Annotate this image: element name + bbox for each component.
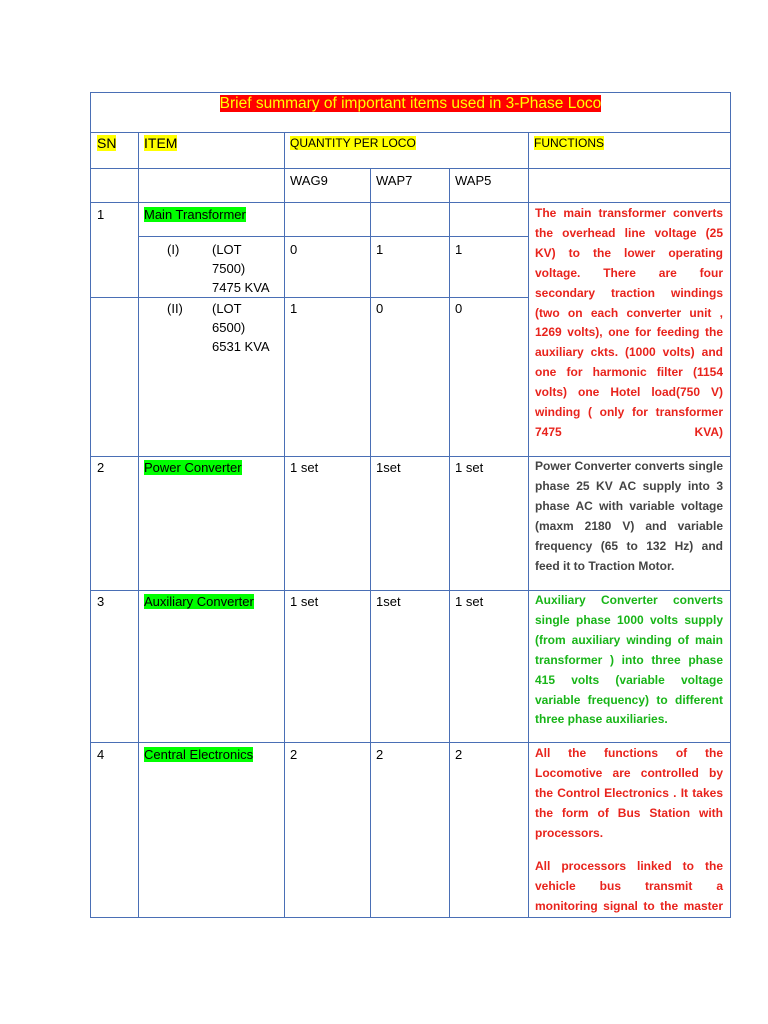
row1-sub2-label: (II) (167, 301, 183, 316)
row1-item: Main Transformer (144, 207, 246, 222)
row2-function: Power Converter converts single phase 25 KV AC supply into 3 phase AC with variable voltage (maxm 2180 V) and variable frequency (65 to 132 Hz) and feed it to Traction Motor. (535, 459, 723, 573)
col-divider (370, 168, 371, 918)
header-quantity: QUANTITY PER LOCO (290, 136, 416, 150)
col-divider (449, 168, 450, 918)
row4-item: Central Electronics (144, 747, 254, 762)
row4-wag9: 2 (290, 747, 298, 762)
header-wap5: WAP5 (455, 173, 492, 188)
header-functions: FUNCTIONS (534, 136, 604, 150)
row4-wap5: 2 (455, 747, 463, 762)
row2-item: Power Converter (144, 460, 242, 475)
col-divider (138, 132, 139, 918)
row-divider (90, 132, 731, 133)
row1-sub1-wap5: 1 (455, 242, 463, 257)
row1-sub1-label: (I) (167, 242, 180, 257)
row1-sub2-wag9: 1 (290, 301, 298, 316)
row4-function: All the functions of the Locomotive are controlled by the Control Electronics . It takes the form of Bus Station with processors. (535, 746, 723, 840)
table-border-left (90, 92, 91, 918)
row1-sn: 1 (97, 207, 105, 222)
row1-sub1-lot: (LOT 7500) 7475 KVA (212, 242, 270, 295)
row1-function: The main transformer converts the overhead line voltage (25 KV) to the lower operating voltage. There are four secondary traction windings (two on each converter unit , 1269 volts), one for feeding the auxiliary ckts. (1000 volts) and one for harmonic filter (1154 volts) one Hotel load(750 V) winding ( only for transformer 7475 KVA) (535, 206, 723, 439)
row1-sub2-lot: (LOT 6500) 6531 KVA (212, 301, 270, 354)
row2-wap7: 1set (376, 460, 401, 475)
row3-item: Auxiliary Converter (144, 594, 254, 609)
row1-sub1-wap7: 1 (376, 242, 384, 257)
row3-wap5: 1 set (455, 594, 484, 609)
row1-sub2-wap7: 0 (376, 301, 384, 316)
col-divider (284, 132, 285, 918)
table-border-right (730, 92, 731, 918)
row1-sub1-wag9: 0 (290, 242, 298, 257)
table-border-bottom (90, 917, 731, 918)
header-sn: SN (97, 135, 117, 151)
row4-function-continued: All processors linked to the vehicle bus transmit a monitoring signal to the master (535, 859, 723, 913)
header-wag9: WAG9 (290, 173, 328, 188)
table-title: Brief summary of important items used in 3-Phase Loco (219, 95, 602, 112)
header-wap7: WAP7 (376, 173, 413, 188)
row-divider (90, 742, 731, 743)
row3-sn: 3 (97, 594, 105, 609)
row-divider (138, 236, 528, 237)
row4-wap7: 2 (376, 747, 384, 762)
row3-wap7: 1set (376, 594, 401, 609)
row3-wag9: 1 set (290, 594, 319, 609)
col-divider (528, 132, 529, 918)
summary-table (90, 92, 731, 918)
table-border-top (90, 92, 731, 93)
row2-sn: 2 (97, 460, 105, 475)
row-divider (90, 297, 528, 298)
row3-function: Auxiliary Converter converts single phase 1000 volts supply (from auxiliary winding of main transformer ) into three phase 415 volts (variable voltage variable frequency) to different three phase auxiliaries. (535, 593, 723, 727)
row-divider (90, 168, 731, 169)
row2-wag9: 1 set (290, 460, 319, 475)
row-divider (90, 202, 731, 203)
row1-sub2-wap5: 0 (455, 301, 463, 316)
row2-wap5: 1 set (455, 460, 484, 475)
header-item: ITEM (144, 135, 178, 151)
row4-sn: 4 (97, 747, 105, 762)
table-title-row (90, 94, 731, 114)
